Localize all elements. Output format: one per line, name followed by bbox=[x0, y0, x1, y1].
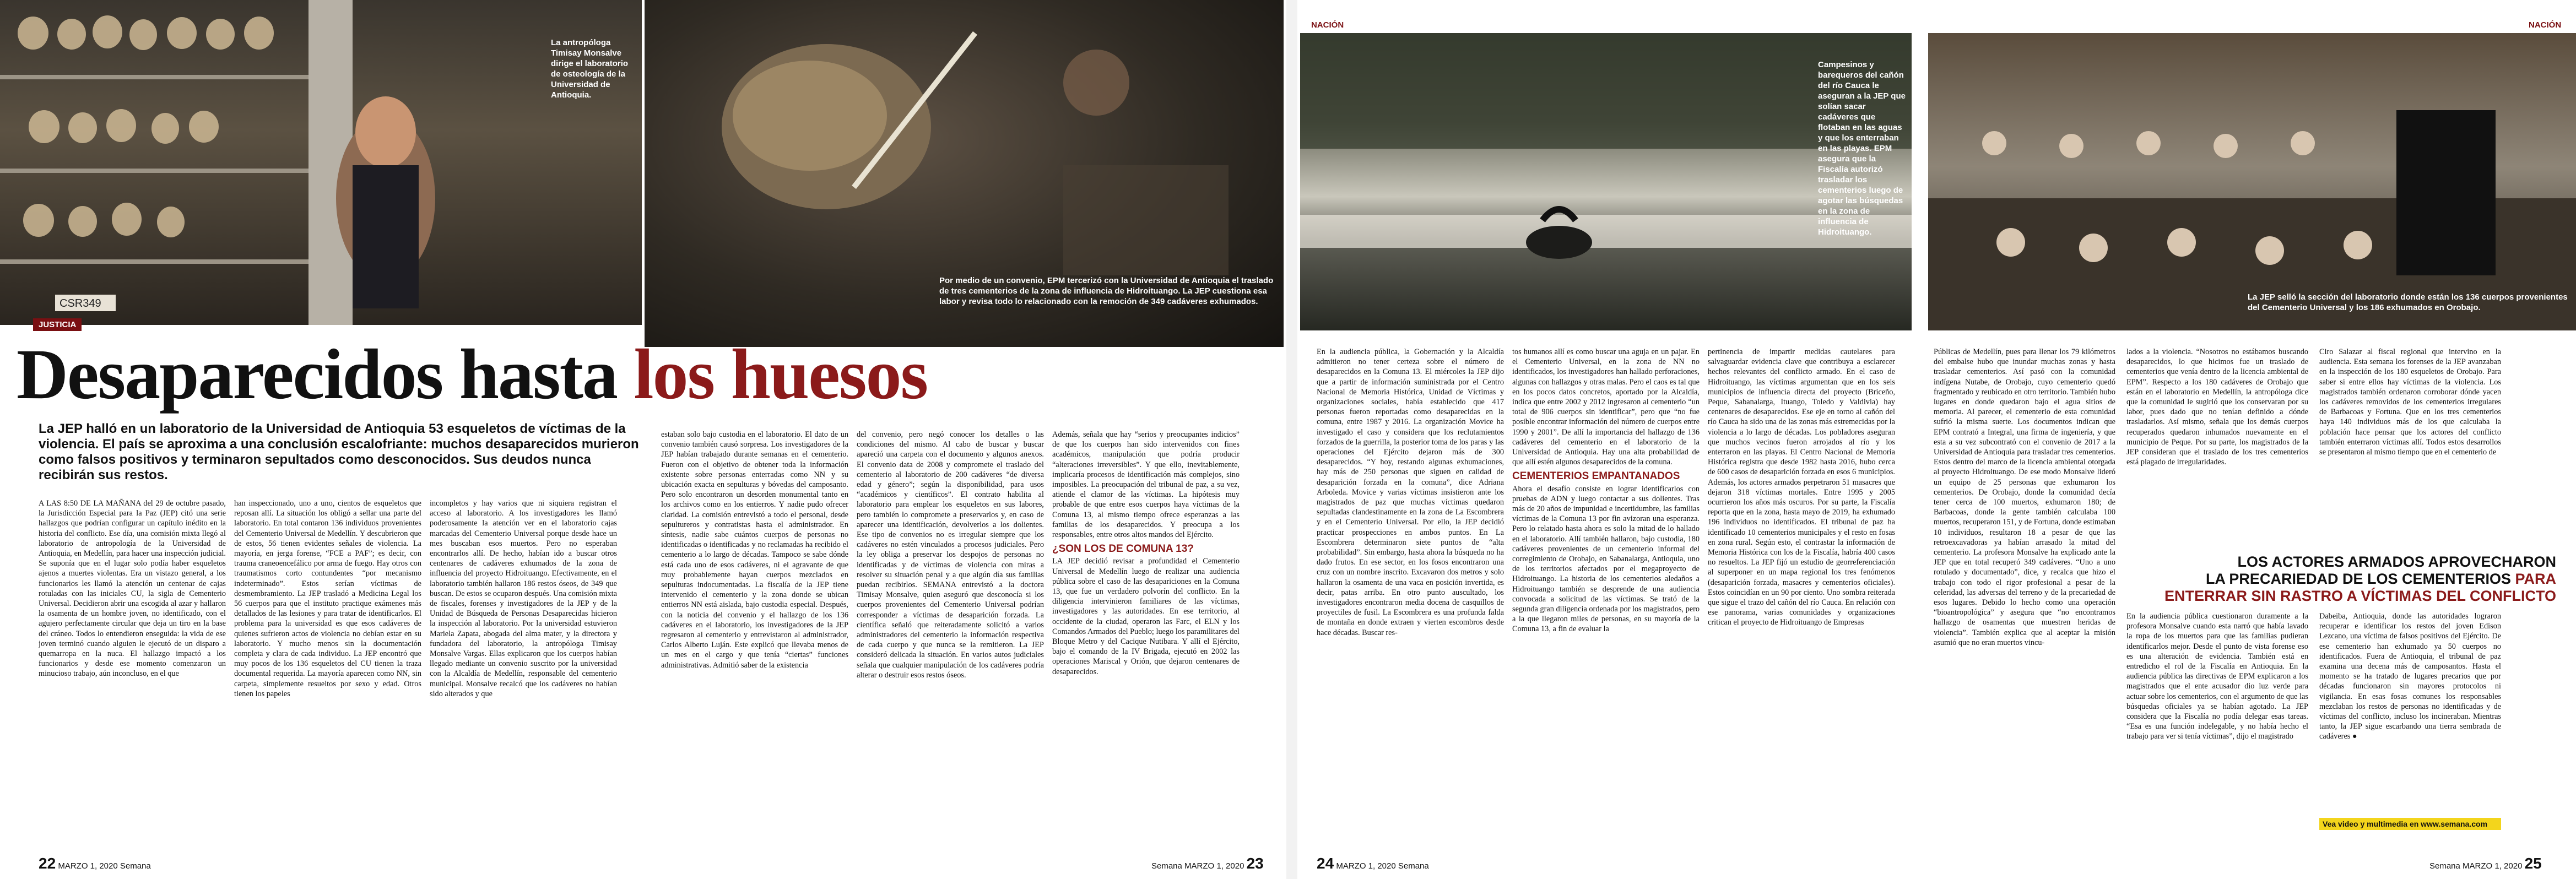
folio-25-num: 25 bbox=[2524, 855, 2542, 872]
photo-audience bbox=[1928, 33, 2576, 330]
column-10 bbox=[1934, 347, 2115, 851]
column-11-text: lados a la violencia. “Nosotros no estábamos buscando desaparecidos, lo que hicimos fue un traslado de cementerios que venía dentro de la licencia ambiental de EPM”. Respecto a los 180 cadáveres de Orobajo que están en el laboratorio en Medellín, la antropóloga dice que la comunidad le sugirió que los conservaran por su labor, pues dado que no tenían definido a dónde trasladarlos. Así mismo, señala que los demás cuerpos recuperados quedaron inhumados nuevamente en el municipio de Peque. Por su parte, los magistrados de la JEP consideran que el traslado de los tres cementerios está plagado de irregularidades. bbox=[2126, 348, 2308, 467]
photo-skull-brush bbox=[645, 0, 1284, 347]
folio-23 bbox=[1151, 855, 1264, 872]
column-12-text: Ciro Salazar al fiscal regional que intervino en la audiencia. Esta semana los forenses de la JEP avanzaban en la inspección de los 180 esqueletos de Orobajo. Para saber si entre ellos hay víctimas de la violencia. Los magistrados también ordenaron corroborar dónde yacen los cadáveres removidos de los cementerios irregulares de Barbacoas y Fortuna. Que en los tres cementerios haya 140 individuos más de los que calculaba la población hace pensar que los actores del conflicto también enterraron víctimas allí. Todos estos desarrollos se presentaron al mismo tiempo que en el cementerio de bbox=[2319, 348, 2501, 457]
column-10-text: Públicas de Medellín, pues para llenar los 79 kilómetros del embalse hubo que inundar muchas zonas y hasta trasladar cementerios. Así pasó con la comunidad indígena Nutabe, de Orobajo, cuyo cementerio quedó fragmentado y reubicado en otro territorio. También hubo lugares en donde quedaron bajo el agua sitios de memoria. Al parecer, el cementerio de esta comunidad sufrió la misma suerte. Los documentos indican que EPM contrató a Integral, una firma de ingeniería, y que esta a su vez subcontrató con el convenio de 2017 a la Universidad de Antioquia para trasladar tres cementerios. Estos dentro del marco de la licencia ambiental otorgada al proyecto Hidroituango. De ese modo Monsalve lideró un equipo de 25 personas que exhumaron los cementerios. De Orobajo, donde la comunidad decía tener cerca de 100 muertos, exhumaron 180; de Barbacoas, donde la gente también calculaba 100 muertos, recuperaron 151, y de Fortuna, donde estimaban 10 individuos, resultaron 18 a pesar de que las retroexcavadoras ya habían arrasado la mitad del cementerio. La profesora Monsalve ha explicado ante la JEP que en total recuperó 349 cadáveres. “Uno a uno rotulado y documentado”, dice, y recalca que hizo el trabajo con todo el rigor profesional a pesar de la celeridad, las adversas del terreno y de la precariedad de esos lugares. Debido lo hecho como una operación “bioantropológica” y asegura que “no encontramos hallazgo de osamentas que muestren heridas de violencia”. También explica que al aceptar la misión asumió que no eran muertos vincu- bbox=[1934, 348, 2115, 647]
column-1-text: A LAS 8:50 DE LA MAÑANA del 29 de octubre pasado, la Jurisdicción Especial para la Paz (JEP) citó una serie hallazgos que podrían configurar un capítulo inédito en la historia del conflicto. Ese día, una comisión mixta llegó al laboratorio de antropología de la Universidad de Antioquia, en Medellín, para hacer una inspección judicial. Se suponía que en el lugar solo podía haber esqueletos ajenos a muertes violentas. Era un vistazo general, a los funcionarios les llamó la atención un centenar de cajas rotuladas con las iniciales CU, la sigla de Cementerio Universal. Decidieron abrir una escogida al azar y hallaron la osamenta de un hombre joven, no identificado, con el agujero perfectamente circular que deja un tiro en la base del cráneo. Todos lo entendieron enseguida: la vida de ese joven terminó cuando alguien le ejecutó de un disparo a quemarropa en la nuca. El hallazgo impactó a los funcionarios y desde ese momento comenzaron un minucioso trabajo, aún inconcluso, en el que bbox=[39, 499, 226, 679]
page-gutter-left bbox=[1286, 0, 1297, 879]
photo-skull-caption: Por medio de un convenio, EPM tercerizó con la Universidad de Antioquia el traslado de tres cementerios de la zona de influencia de Hidroituango. La JEP cuestiona esa labor y revisa todo lo relacionado con la remoción de 349 cadáveres exhumados. bbox=[939, 276, 1274, 306]
column-13-text: En la audiencia pública cuestionaron duramente a la profesora Monsalve cuando esta narró que había lavado la ropa de los muertos para que las familias pudieran identificarlos mejor. Desde el punto de vista forense eso es una alteración de evidencia. También está en entredicho el rol de la Fiscalía en Antioquia. En la audiencia pública las directivas de EPM explicaron a los magistrados que el ente acusador dio luz verde para actuar sobre los cementerios, con el argumento de que las búsquedas oficiales ya se habían agotado. La JEP considera que la Fiscalía no podía delegar esas tareas. “Esa es una función indelegable, y no había hecho el trabajo para ver si tenía víctimas”, dijo el magistrado bbox=[2126, 612, 2308, 741]
column-2 bbox=[234, 498, 421, 851]
section-tag-justicia: JUSTICIA bbox=[33, 318, 82, 331]
folio-23-text: Semana MARZO 1, 2020 bbox=[1151, 861, 1244, 871]
headline-part2: sta bbox=[533, 335, 634, 414]
folio-22-num: 22 bbox=[39, 855, 56, 872]
column-4 bbox=[661, 430, 848, 851]
column-7-text: En la audiencia pública, la Gobernación y la Alcaldía admitieron no tener certeza sobre el número de desaparecidos en la Comuna 13. El miércoles la JEP dijo que a partir de información suministrada por el Centro Nacional de Memoria Histórica, Unidad de Víctimas y organizaciones sociales, había establecido que 417 personas fueron reportadas como desaparecidas en la comuna, entre 1987 y 2016. La organización Movice ha investigado el caso y considera que los reclutamientos forzados de la guerrilla, la posterior toma de los paras y las operaciones del Ejército dejaron más de 300 desaparecidos. “Y hoy, restando algunas exhumaciones, hay más de 250 personas que siguen en calidad de desaparición forzada en la comuna”, dice Adriana Arboleda. Movice y varias víctimas insistieron ante los magistrados de paz que muchas víctimas quedaron sepultadas clandestinamente en la zona de La Escombrera y en el Cementerio Universal. Por ello, la JEP decidió practicar prospecciones en ambos puntos. En La Escombrera determinaron siete puntos de “alta probabilidad”. Sin embargo, hasta ahora la búsqueda no ha dado frutos. En ese sector, en los fosos encontraron una cruz con un nombre inscrito. Excavaron dos metros y solo hallaron la osamenta de una vaca en posición invertida, es decir, patas arriba. En otro punto auscultado, los investigadores encontraron media docena de casquillos de proyectiles de fusil. La Escombrera es una profunda falda de montaña en donde extraen y vierten escombros desde hace décadas. Buscar res- bbox=[1317, 348, 1504, 637]
photo-river-caption: Campesinos y barequeros del cañón del río Cauca le aseguran a la JEP que solían sacar cadáveres que flotaban en las aguas y que los enterraban en las playas. EPM asegura que la Fiscalía autorizó trasladar los cementerios luego de agotar las búsquedas en la zona de influencia de Hidroituango. bbox=[1818, 60, 1906, 237]
folio-23-num: 23 bbox=[1246, 855, 1264, 872]
pull-quote-line2-b: PARA bbox=[2515, 571, 2556, 587]
column-1 bbox=[39, 498, 226, 851]
column-14 bbox=[2319, 611, 2501, 815]
column-11 bbox=[2126, 347, 2308, 545]
subhead-cementerios: CEMENTERIOS EMPANTANADOS bbox=[1512, 470, 1680, 482]
photo-audience-caption: La JEP selló la sección del laboratorio donde están los 136 cuerpos provenientes del Cementerio Universal y los 186 exhumados en Orobajo. bbox=[2248, 292, 2568, 312]
column-6-text: Además, señala que hay “serios y preocupantes indicios” de que los cuerpos han sido intervenidos con fines académicos, manipulación que podría producir “alteraciones irreversibles”. Y que ello, inevitablemente, implicaría procesos de identificación más complejos, sino imposibles. La preocupación del tribunal de paz, a su vez, atiende el clamor de las víctimas. La hipótesis muy probable de que entre esos cuerpos haya víctimas de la Comuna 13, al mismo tiempo ofrece esperanzas a las familias de los desaparecidos. Y preocupa a los responsables, entre otros altos mandos del Ejército. bbox=[1052, 430, 1240, 540]
photo-lab-shelves bbox=[0, 0, 642, 325]
column-2-text: han inspeccionado, uno a uno, cientos de esqueletos que reposan allí. La situación los obligó a sellar una parte del laboratorio. En total contaron 136 individuos provenientes del Cementerio Universal de Medellín. Y descubrieron que de estos, 56 tienen evidentes señales de violencia. La mayoría, en jerga forense, “FCE a PAF”; es decir, con trauma craneoencefálico por arma de fuego. Hay otros con traumatismos corto contundentes “por mecanismo indeterminado”. Estos serían víctimas de desmembramiento. La JEP trasladó a Medicina Legal los 56 cuerpos para que el instituto practique exámenes más detallados de las lesiones y para tratar de identificarlos. El problema para la universidad es que esos cadáveres de quienes sufrieron actos de violencia no debían estar en su laboratorio. Y mucho menos sin la documentación completa y clara de cada individuo. La JEP encontró que muy pocos de los 136 esqueletos del CU tienen la traza documental requerida. La mayoría aparecen como NN, sin carpeta, simplemente resueltos por sexo y edad. Otros tienen los papeles bbox=[234, 499, 421, 698]
column-9-text: pertinencia de impartir medidas cautelares para salvaguardar evidencia clave que contribuya a esclarecer hechos relevantes del conflicto armado. En el caso de Hidroituango, las víctimas argumentan que en los seis municipios de influencia directa del proyecto (Briceño, Peque, Sabanalarga, Ituango, Toledo y Valdivia) hay centenares de desaparecidos. Ese eje en torno al cañón del río Cauca ha sido una de las zonas más estremecidas por la violencia a lo largo de décadas. Los pobladores aseguran que muchos vecinos fueron arrojados al río y los enterraron en las playas. El Centro Nacional de Memoria Histórica registra que desde 1982 hasta 2016, hubo cerca de 600 casos de desaparición forzada en esos 6 municipios. Además, los actores armados perpetraron 51 masacres que dejaron 318 víctimas mortales. Entre 1995 y 2005 ocurrieron los años más oscuros. Por su parte, la Fiscalía reporta que en la zona, hasta mayo de 2019, ha exhumado 196 individuos no identificados. El tribunal de paz ha identificado 10 cementerios municipales y el resto en fosas en zona rural. Según esto, el contrastar la información de Memoria Histórica con los de la Fiscalía, habría 400 casos no resueltos. La JEP fijó un estudio de georreferenciación al superponer en un mapa regional los tres fenómenos (desaparición forzada, masacres y cementerios oficiales). Estos coincidían en un 90 por ciento. Uno sombra reiterada que sigue el trazo del cañón del río Cauca. En relación con ese panorama, varias comunidades y organizaciones critican el proyecto de Hidroituango de Empresas bbox=[1708, 348, 1895, 627]
section-tag-nacion-left: NACIÓN bbox=[1311, 20, 1344, 30]
column-14-text: Dabeiba, Antioquia, donde las autoridades lograron recuperar e identificar los restos del joven Edison Lezcano, una víctima de falsos positivos del Ejército. De ese cementerio han exhumado ya 50 cuerpos no identificados. Fuera de Antioquia, el tribunal de paz examina una decena más de camposantos. Hasta el momento se ha tratado de lugares precarios que por décadas funcionaron sin mayores protocolos ni vigilancia. En esas fosas comunes los responsables mezclaban los restos de personas no identificadas y de víctimas del conflicto, incluso los incineraban. Mientras tanto, la JEP sigue escarbando una tierra sembrada de cadáveres ● bbox=[2319, 612, 2501, 741]
folio-24-text: MARZO 1, 2020 Semana bbox=[1336, 861, 1429, 871]
photo-river bbox=[1300, 33, 1912, 330]
folio-24-num: 24 bbox=[1317, 855, 1334, 872]
column-7 bbox=[1317, 347, 1504, 851]
pull-quote bbox=[2126, 554, 2556, 605]
headline-accent: los huesos bbox=[634, 335, 928, 414]
folio-25-text: Semana MARZO 1, 2020 bbox=[2429, 861, 2523, 871]
column-6b-text: LA JEP decidió revisar a profundidad el Cementerio Universal de Medellín luego de realizar una audiencia pública sobre el caso de las desapariciones en la Comuna 13, que fue un verdadero polvorín del conflicto. En la diligencia intervinieron familiares de las víctimas, investigadores y las autoridades. En ese territorio, al occidente de la ciudad, operaron las Farc, el ELN y los Comandos Armados del Pueblo; luego los paramilitares del Bloque Metro y del Cacique Nutibara. Y allí el Ejército, bajo el comando de la IV Brigada, ejecutó en 2002 las operaciones Mariscal y Orión, que dejaron centenares de desaparecidos. bbox=[1052, 557, 1240, 676]
pull-quote-line2 bbox=[2126, 571, 2556, 588]
column-6 bbox=[1052, 430, 1240, 851]
subhead-comuna: ¿SON LOS DE COMUNA 13? bbox=[1052, 543, 1194, 555]
section-tag-nacion-right: NACIÓN bbox=[2529, 20, 2562, 30]
column-3 bbox=[430, 498, 617, 851]
folio-22-text: MARZO 1, 2020 Semana bbox=[58, 861, 151, 871]
column-4-text: estaban solo bajo custodia en el laboratorio. El dato de un convenio también causó sorpresa. Los investigadores de la JEP habían trabajado durante semanas en el cementerio. Fueron con el objetivo de obtener toda la información existente sobre personas enterradas como NN y su ubicación exacta en sepulturas y bóvedas del camposanto. Pero solo encontraron un desorden monumental tanto en los archivos como en los entierros. Y nadie pudo ofrecer claridad. La comisión entrevistó a todo el personal, desde sepultureros y contratistas hasta el administrador. En síntesis, nadie sabe cuántos cuerpos de personas no identificadas o identificadas y no reclamadas ha recibido el cementerio a lo largo de décadas. Tampoco se sabe dónde está cada uno de esos cadáveres, ni el agravante de que muy probablemente hayan cuerpos mezclados en sepulturas indocumentadas. La fiscalía de la JEP tiene intervenido el cementerio y la zona donde se ubican entierros NN está aislada, bajo custodia especial. Después, con la noticia del convenio y el hallazgo de los 136 cadáveres en el laboratorio, los investigadores de la JEP regresaron al cementerio y entrevistaron al administrador, Carlos Alberto Luján. Este explicó que llevaba menos de un mes en el cargo y que tenía “ciertas” funciones administrativas. Admitió saber de la existencia bbox=[661, 430, 848, 670]
column-8-text: tos humanos allí es como buscar una aguja en un pajar. En el Cementerio Universal, en la zona de NN no identificados, los investigadores han hallado perforaciones, algunas con hallazgos y otras malas. Pero el caos es tal que en los pocos datos concretos, aportado por la Alcaldía, indica que entre 2002 y 2012 ingresaron al cementerio “un total de 906 cuerpos sin identificar”, pero que “no fue posible encontrar información del número de cuerpos entre 1990 y 2001”. De allí la importancia del hallazgo de 136 cadáveres del cementerio en el laboratorio de la Universidad de Antioquia. Hay una alta probabilidad de que allí estén algunos desaparecidos de la comuna. bbox=[1512, 348, 1700, 467]
headline bbox=[17, 335, 928, 414]
column-8b-text: Ahora el desafío consiste en lograr identificarlos con pruebas de ADN y luego contactar a sus dolientes. Tras más de 20 años de impunidad e incertidumbre, las familias víctimas de la Comuna 13 por fin avizoran una esperanza. Pero lo relatado hasta ahora es solo la mitad de lo hallado en el laboratorio. Allí también hallaron, bajo custodia, 180 cadáveres provenientes de un cementerio informal del corregimiento de Orobajo, en Sabanalarga, Antioquia, uno de los territorios afectados por el megaproyecto de Hidroituango. La historia de los cementerios aledaños a Hidroituango también se desprende de una audiencia convocada a solicitud de las víctimas. Se trató de la segunda gran diligencia ordenada por los magistrados, pero a la que llegaron miles de personas, en su mayoría de la Comuna 13, a fin de evaluar la bbox=[1512, 484, 1700, 634]
deck: La JEP halló en un laboratorio de la Universidad de Antioquia 53 esqueletos de víctimas de la violencia. El país se aproxima a una conclusión escalofriante: muchos desaparecidos murieron como falsos positivos y terminaron sepultados como desconocidos. Sus deudos nunca recibirán sus restos. bbox=[39, 421, 639, 482]
column-9 bbox=[1708, 347, 1895, 851]
column-8 bbox=[1512, 347, 1700, 851]
headline-part1: Desaparecidos ha bbox=[17, 335, 533, 414]
folio-24 bbox=[1317, 855, 1429, 872]
box-label: CSR349 bbox=[59, 297, 101, 310]
folio-22 bbox=[39, 855, 151, 872]
photo-lab-caption: La antropóloga Timisay Monsalve dirige el laboratorio de osteología de la Universidad de Antioquia. bbox=[551, 38, 629, 100]
pull-quote-line3: ENTERRAR SIN RASTRO A VÍCTIMAS DEL CONFLICTO bbox=[2164, 588, 2556, 604]
web-promo[interactable]: Vea video y multimedia en www.semana.com bbox=[2319, 818, 2501, 830]
pull-quote-line1: LOS ACTORES ARMADOS APROVECHARON bbox=[2237, 554, 2556, 570]
folio-25 bbox=[2429, 855, 2542, 872]
column-12 bbox=[2319, 347, 2501, 545]
column-5-text: del convenio, pero negó conocer los detalles o las condiciones del mismo. Al cabo de buscar y buscar apareció una carpeta con el documento y algunos anexos. El convenio data de 2008 y compromete el traslado del cementerio al laboratorio de 200 cadáveres “de diversa edad y género”; según la disponibilidad, para usos “académicos y científicos”. El contrato habilita al laboratorio para emplear los esqueletos en sus labores, pero también lo compromete a preservarlos y, en caso de aparecer una identificación, devolverlos a los dolientes. Ese tipo de convenios no es irregular siempre que los cadáveres no estén vinculados a procesos judiciales. Pero la ley obliga a preservar los despojos de personas no identificadas y de víctimas de violencia con miras a resolver su situación penal y a que algún día sus familias puedan recibirlos. SEMANA entrevistó a la doctora Timisay Monsalve, quien aseguró que desconocía si los cuerpos provenientes del Cementerio Universal podrían corresponder a víctimas de desaparición forzada. La científica señaló que reiteradamente solicitó a varios administradores del cementerio la información respectiva de cada cuerpo y que nunca se la remitieron. La JEP consideró delicada la situación. En varios autos judiciales señala que cualquier manipulación de los cadáveres podría alterar o destruir esos restos óseos. bbox=[857, 430, 1044, 680]
column-5 bbox=[857, 430, 1044, 851]
column-3-text: incompletos y hay varios que ni siquiera registran el acceso al laboratorio. A los investigadores les llamó poderosamente la atención ver en el laboratorio cajas marcadas del Cementerio Universal porque desde hace un mes buscaban esos muertos. Pero no esperaban encontrarlos allí. De hecho, habían ido a buscar otros centenares de cadáveres exhumados de la zona de influencia del proyecto Hidroituango. Efectivamente, en el laboratorio también hallaron 186 restos óseos, de 349 que buscan. De estos se ocuparon después. Una comisión mixta de fiscales, forenses y investigadores de la JEP y de la Unidad de Búsqueda de Personas Desaparecidas hicieron la inspección al laboratorio. Por la universidad estuvieron Mariela Zapata, abogada del alma mater, y la directora y fundadora del laboratorio, la antropóloga Timisay Monsalve Vargas. Ellas explicaron que los cuerpos habían llegado mediante un convenio suscrito por la universidad con la Alcaldía de Medellín, responsable del cementerio municipal. Monsalve recalcó que los cadáveres no habían sido alterados y que bbox=[430, 499, 617, 698]
column-13 bbox=[2126, 611, 2308, 848]
pull-quote-line2-a: LA PRECARIEDAD DE LOS CEMENTERIOS bbox=[2205, 571, 2515, 587]
